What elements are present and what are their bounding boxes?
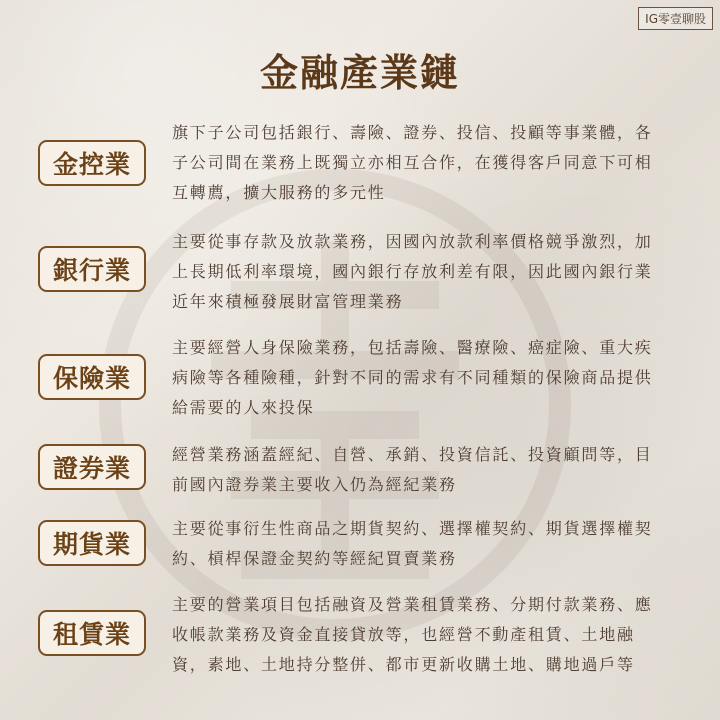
description-line: 給需要的人來投保	[172, 398, 315, 417]
description-line: 病險等各種險種，針對不同的需求有不同種類的保險商品提供	[172, 368, 653, 387]
brand-tag: IG零壹聊股	[638, 7, 713, 30]
category-badge: 金控業	[38, 140, 146, 186]
category-description	[172, 440, 684, 500]
category-badge: 租賃業	[38, 610, 146, 656]
category-description	[172, 227, 684, 317]
page-title: 金融產業鏈	[259, 51, 460, 95]
category-description	[172, 514, 684, 574]
description-line: 近年來積極發展財富管理業務	[172, 292, 404, 311]
description-line: 主要的營業項目包括融資及營業租賃業務、分期付款業務、應	[172, 595, 653, 614]
category-badge: 保險業	[38, 354, 146, 400]
description-line: 前國內證券業主要收入仍為經紀業務	[172, 475, 457, 494]
description-line: 主要從事衍生性商品之期貨契約、選擇權契約、期貨選擇權契	[172, 519, 653, 538]
category-badge: 銀行業	[38, 246, 146, 292]
description-line: 互轉薦，擴大服務的多元性	[172, 183, 386, 202]
description-line: 資，素地、土地持分整併、都市更新收購土地、購地過戶等	[172, 655, 635, 674]
description-line: 子公司間在業務上既獨立亦相互合作，在獲得客戶同意下可相	[172, 153, 653, 172]
description-line: 旗下子公司包括銀行、壽險、證券、投信、投顧等事業體，各	[172, 123, 653, 142]
description-line: 經營業務涵蓋經紀、自營、承銷、投資信託、投資顧問等，目	[172, 445, 653, 464]
category-description	[172, 333, 684, 423]
description-line: 約、槓桿保證金契約等經紀買賣業務	[172, 549, 457, 568]
category-description	[172, 590, 684, 680]
category-description	[172, 118, 684, 208]
category-badge: 證券業	[38, 444, 146, 490]
description-line: 主要經營人身保險業務，包括壽險、醫療險、癌症險、重大疾	[172, 338, 653, 357]
description-line: 上長期低利率環境，國內銀行存放利差有限，因此國內銀行業	[172, 262, 653, 281]
description-line: 收帳款業務及資金直接貸放等，也經營不動產租賃、土地融	[172, 625, 635, 644]
description-line: 主要從事存款及放款業務，因國內放款利率價格競爭激烈，加	[172, 232, 653, 251]
category-badge: 期貨業	[38, 520, 146, 566]
